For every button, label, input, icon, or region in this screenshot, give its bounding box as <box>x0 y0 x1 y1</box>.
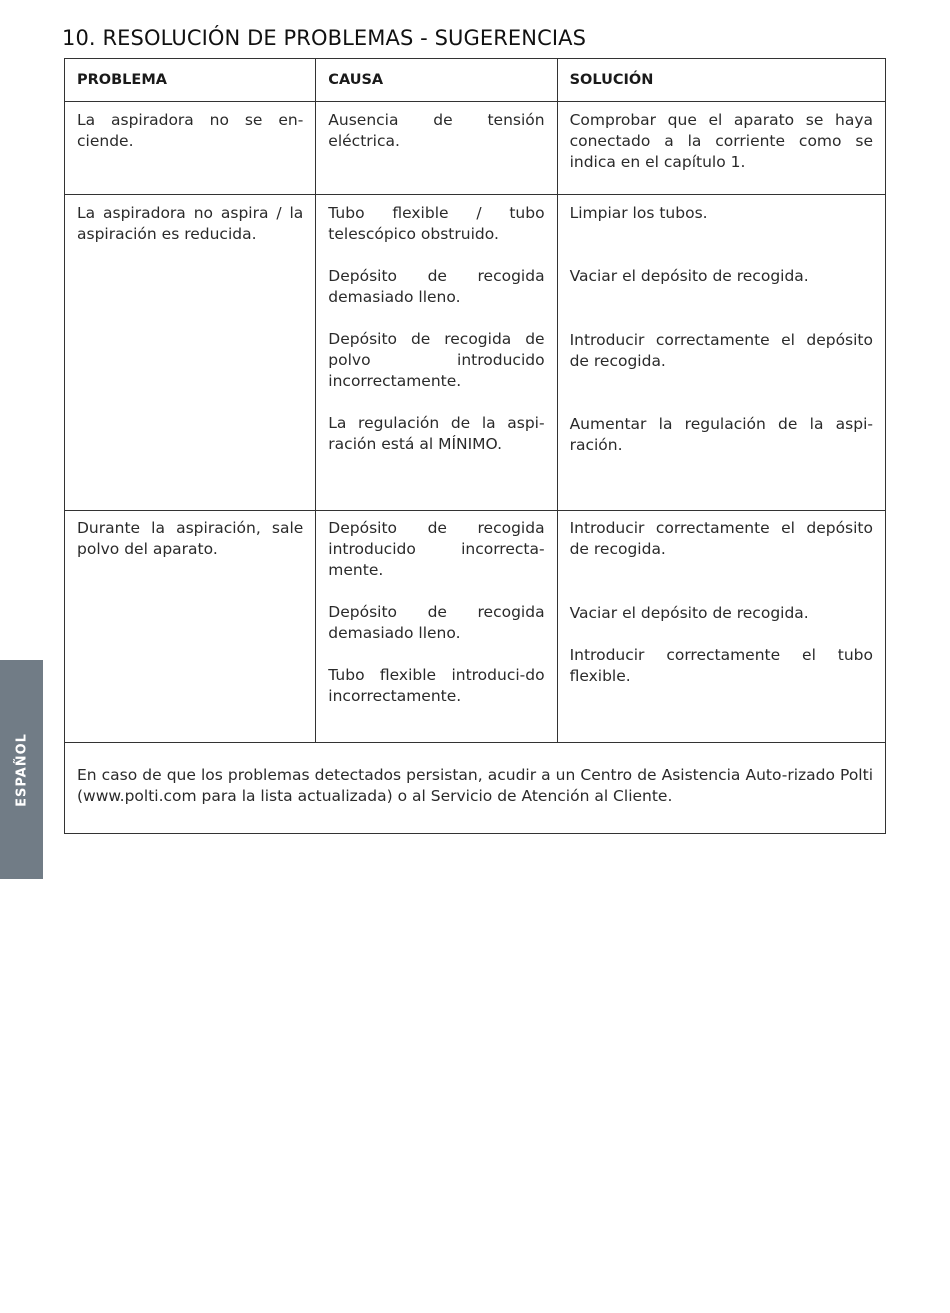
note-cell <box>65 743 886 834</box>
solution-text: Introducir correctamente el depósito de recogida. <box>569 519 873 558</box>
solution-text: Aumentar la regulación de la aspi-ración. <box>569 415 873 454</box>
cause-text: Tubo flexible introduci-do incorrectamente. <box>328 666 545 705</box>
troubleshooting-table <box>64 58 886 834</box>
cause-text: La regulación de la aspi-ración está al MÍNIMO. <box>328 414 545 453</box>
header-solution: SOLUCIÓN <box>557 59 885 102</box>
solution-text: Vaciar el depósito de recogida. <box>569 267 809 285</box>
problem-cell <box>65 511 316 743</box>
problem-text: Durante la aspiración, sale polvo del aparato. <box>77 519 304 558</box>
problem-cell <box>65 102 316 195</box>
cause-text: Depósito de recogida introducido incorrecta-mente. <box>328 519 545 579</box>
cause-text: Tubo flexible / tubo telescópico obstruido. <box>328 204 545 243</box>
cause-text: Depósito de recogida demasiado lleno. <box>328 267 545 306</box>
problem-cell <box>65 195 316 511</box>
problem-text: La aspiradora no se en-ciende. <box>77 111 304 150</box>
cause-text: Ausencia de tensión eléctrica. <box>328 111 545 150</box>
problem-text: La aspiradora no aspira / la aspiración es reducida. <box>77 204 304 243</box>
note-text: En caso de que los problemas detectados persistan, acudir a un Centro de Asistencia Auto-rizado Polti (www.polti.com para la lista actualizada) o al Servicio de Atención al Cliente. <box>77 766 873 805</box>
solution-cell <box>557 102 885 195</box>
cause-cell <box>316 511 557 743</box>
table-row <box>65 511 886 743</box>
cause-text: Depósito de recogida demasiado lleno. <box>328 603 545 642</box>
solution-text: Introducir correctamente el tubo flexible. <box>569 646 873 685</box>
cause-cell <box>316 102 557 195</box>
solution-text: Vaciar el depósito de recogida. <box>569 604 809 622</box>
note-row <box>65 743 886 834</box>
header-cause: CAUSA <box>316 59 557 102</box>
cause-cell <box>316 195 557 511</box>
solution-text: Limpiar los tubos. <box>569 204 708 222</box>
solution-text: Comprobar que el aparato se haya conectado a la corriente como se indica en el capítulo 1. <box>569 111 873 171</box>
solution-cell <box>557 195 885 511</box>
solution-cell <box>557 511 885 743</box>
solution-text: Introducir correctamente el depósito de recogida. <box>569 331 873 370</box>
cause-text: Depósito de recogida de polvo introducido incorrectamente. <box>328 330 545 390</box>
language-tab-label: ESPAÑOL <box>14 732 29 807</box>
header-problem: PROBLEMA <box>65 59 316 102</box>
table-row <box>65 195 886 511</box>
table-row <box>65 102 886 195</box>
language-tab <box>0 660 43 879</box>
table-header-row <box>65 59 886 102</box>
page-title: 10. RESOLUCIÓN DE PROBLEMAS - SUGERENCIAS <box>62 26 587 50</box>
